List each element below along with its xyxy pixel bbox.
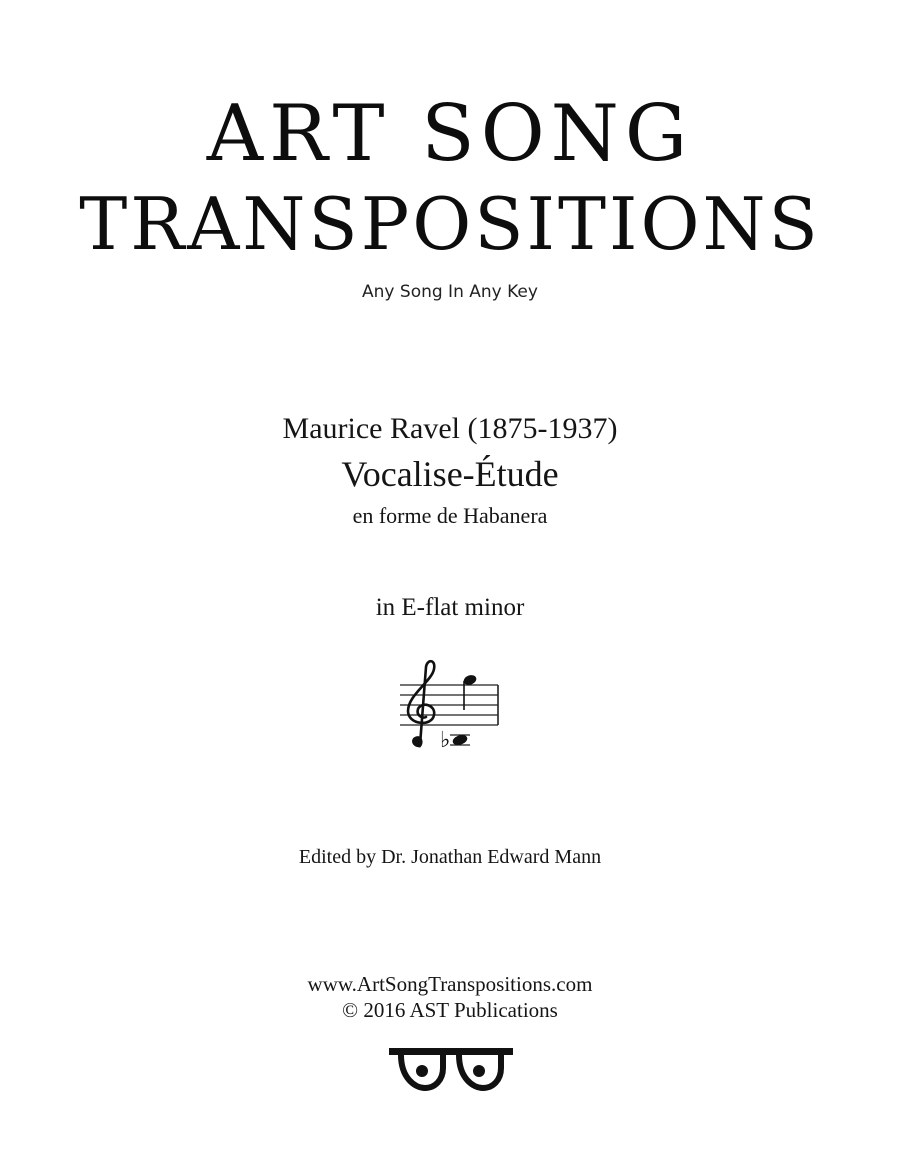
ast-publisher-logo-icon (387, 1044, 515, 1094)
editor-credit: Edited by Dr. Jonathan Edward Mann (298, 846, 602, 868)
key-signature-label: in E-flat minor (375, 594, 525, 621)
brand-title-line-2: TRANSPOSITIONS (79, 182, 821, 266)
composer-name: Maurice Ravel (1875-1937) (282, 412, 618, 445)
brand-tagline: Any Song In Any Key (362, 282, 538, 302)
song-subtitle: en forme de Habanera (352, 503, 548, 528)
flat-accidental: ♭ (440, 728, 451, 753)
brand-title-line-1: ART SONG (206, 89, 694, 179)
song-title: Vocalise-Étude (341, 454, 559, 494)
staff-lines (400, 685, 498, 725)
copyright-notice: © 2016 AST Publications (342, 998, 558, 1022)
vocal-range-staff (396, 655, 506, 755)
low-note-a-flat-3 (440, 728, 470, 753)
treble-clef-icon (408, 661, 434, 747)
website-link[interactable]: www.ArtSongTranspositions.com (307, 972, 593, 996)
